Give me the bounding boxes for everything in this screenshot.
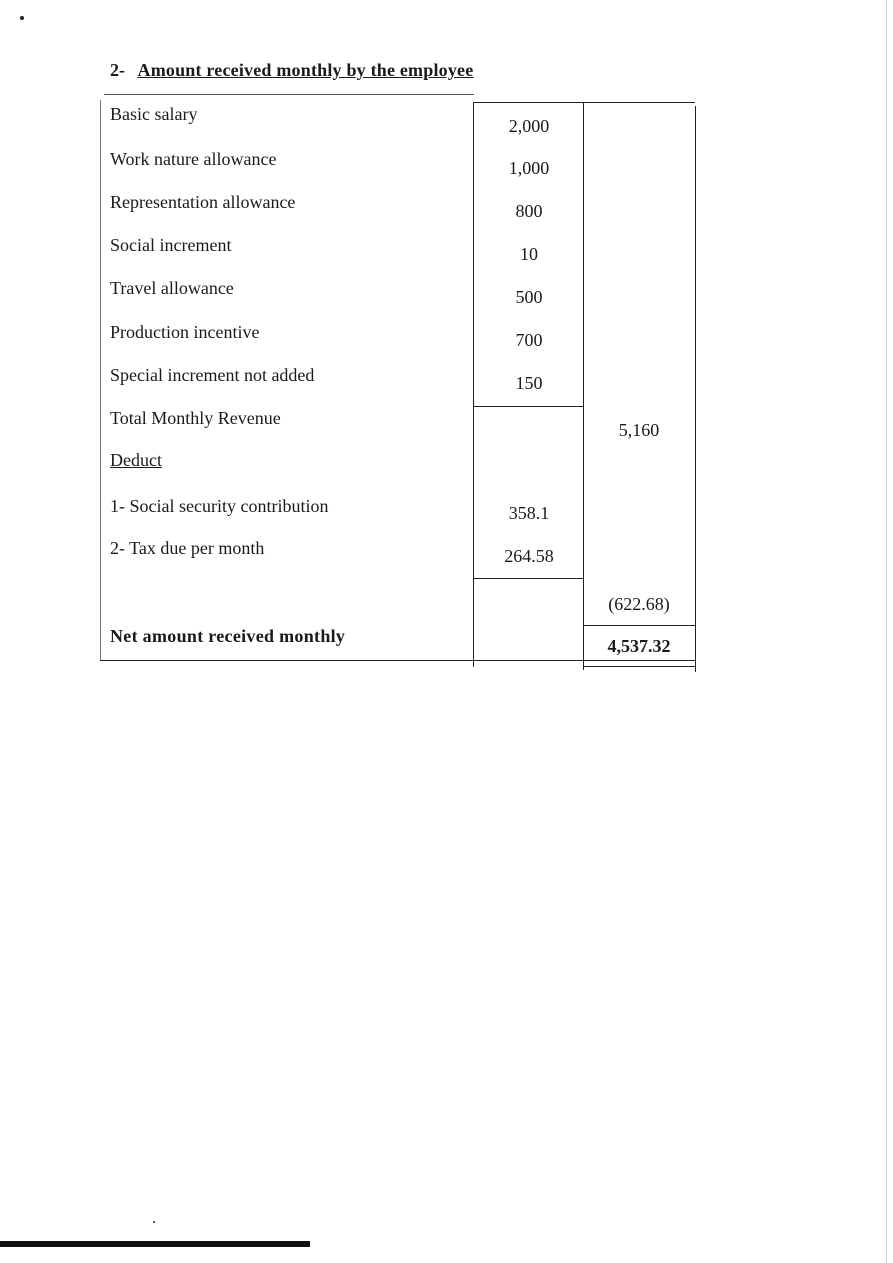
total-monthly-revenue-value: 5,160 (618, 420, 660, 440)
deduction-rule (473, 578, 584, 579)
net-amount-label: Net amount received monthly (110, 626, 346, 646)
page-edge (886, 0, 887, 1263)
row-amount-travel-allowance: 500 (515, 287, 543, 307)
row-label-social-increment: Social increment (110, 235, 232, 255)
total-monthly-revenue-label: Total Monthly Revenue (110, 408, 281, 428)
row-amount-basic-salary: 2,000 (508, 116, 550, 136)
deduction-amount-social-security: 358.1 (508, 503, 550, 523)
section-title-text: Amount received monthly by the employee (137, 60, 474, 80)
table-left-border (100, 100, 101, 660)
row-label-basic-salary: Basic salary (110, 104, 198, 124)
table-bottom-border (100, 660, 696, 661)
section-title (110, 60, 473, 81)
deduct-heading: Deduct (110, 450, 162, 470)
scan-speck (153, 1221, 155, 1223)
row-amount-social-increment: 10 (520, 244, 538, 264)
row-amount-work-nature-allowance: 1,000 (508, 158, 550, 178)
salary-table (100, 100, 696, 672)
scan-edge-bar (0, 1241, 310, 1247)
table-top-border (473, 102, 695, 103)
row-label-representation-allowance: Representation allowance (110, 192, 296, 212)
row-amount-production-incentive: 700 (515, 330, 543, 350)
subtotal-rule (473, 406, 584, 407)
row-label-work-nature-allowance: Work nature allowance (110, 149, 277, 169)
deduction-label-tax: 2- Tax due per month (110, 538, 265, 558)
row-amount-special-increment: 150 (515, 373, 543, 393)
title-rule (104, 94, 474, 95)
total-deductions-value: (622.68) (608, 594, 670, 614)
net-amount-value: 4,537.32 (607, 636, 671, 656)
section-number: 2- (110, 60, 125, 80)
deduction-amount-tax: 264.58 (504, 546, 554, 566)
row-amount-representation-allowance: 800 (515, 201, 543, 221)
net-upper-rule (583, 625, 695, 626)
scan-speck (20, 16, 24, 20)
row-label-production-incentive: Production incentive (110, 322, 260, 342)
total-column-right-border (695, 106, 696, 672)
row-label-travel-allowance: Travel allowance (110, 278, 234, 298)
row-label-special-increment: Special increment not added (110, 365, 315, 385)
deduction-label-social-security: 1- Social security contribution (110, 496, 329, 516)
net-lower-rule (583, 666, 695, 667)
